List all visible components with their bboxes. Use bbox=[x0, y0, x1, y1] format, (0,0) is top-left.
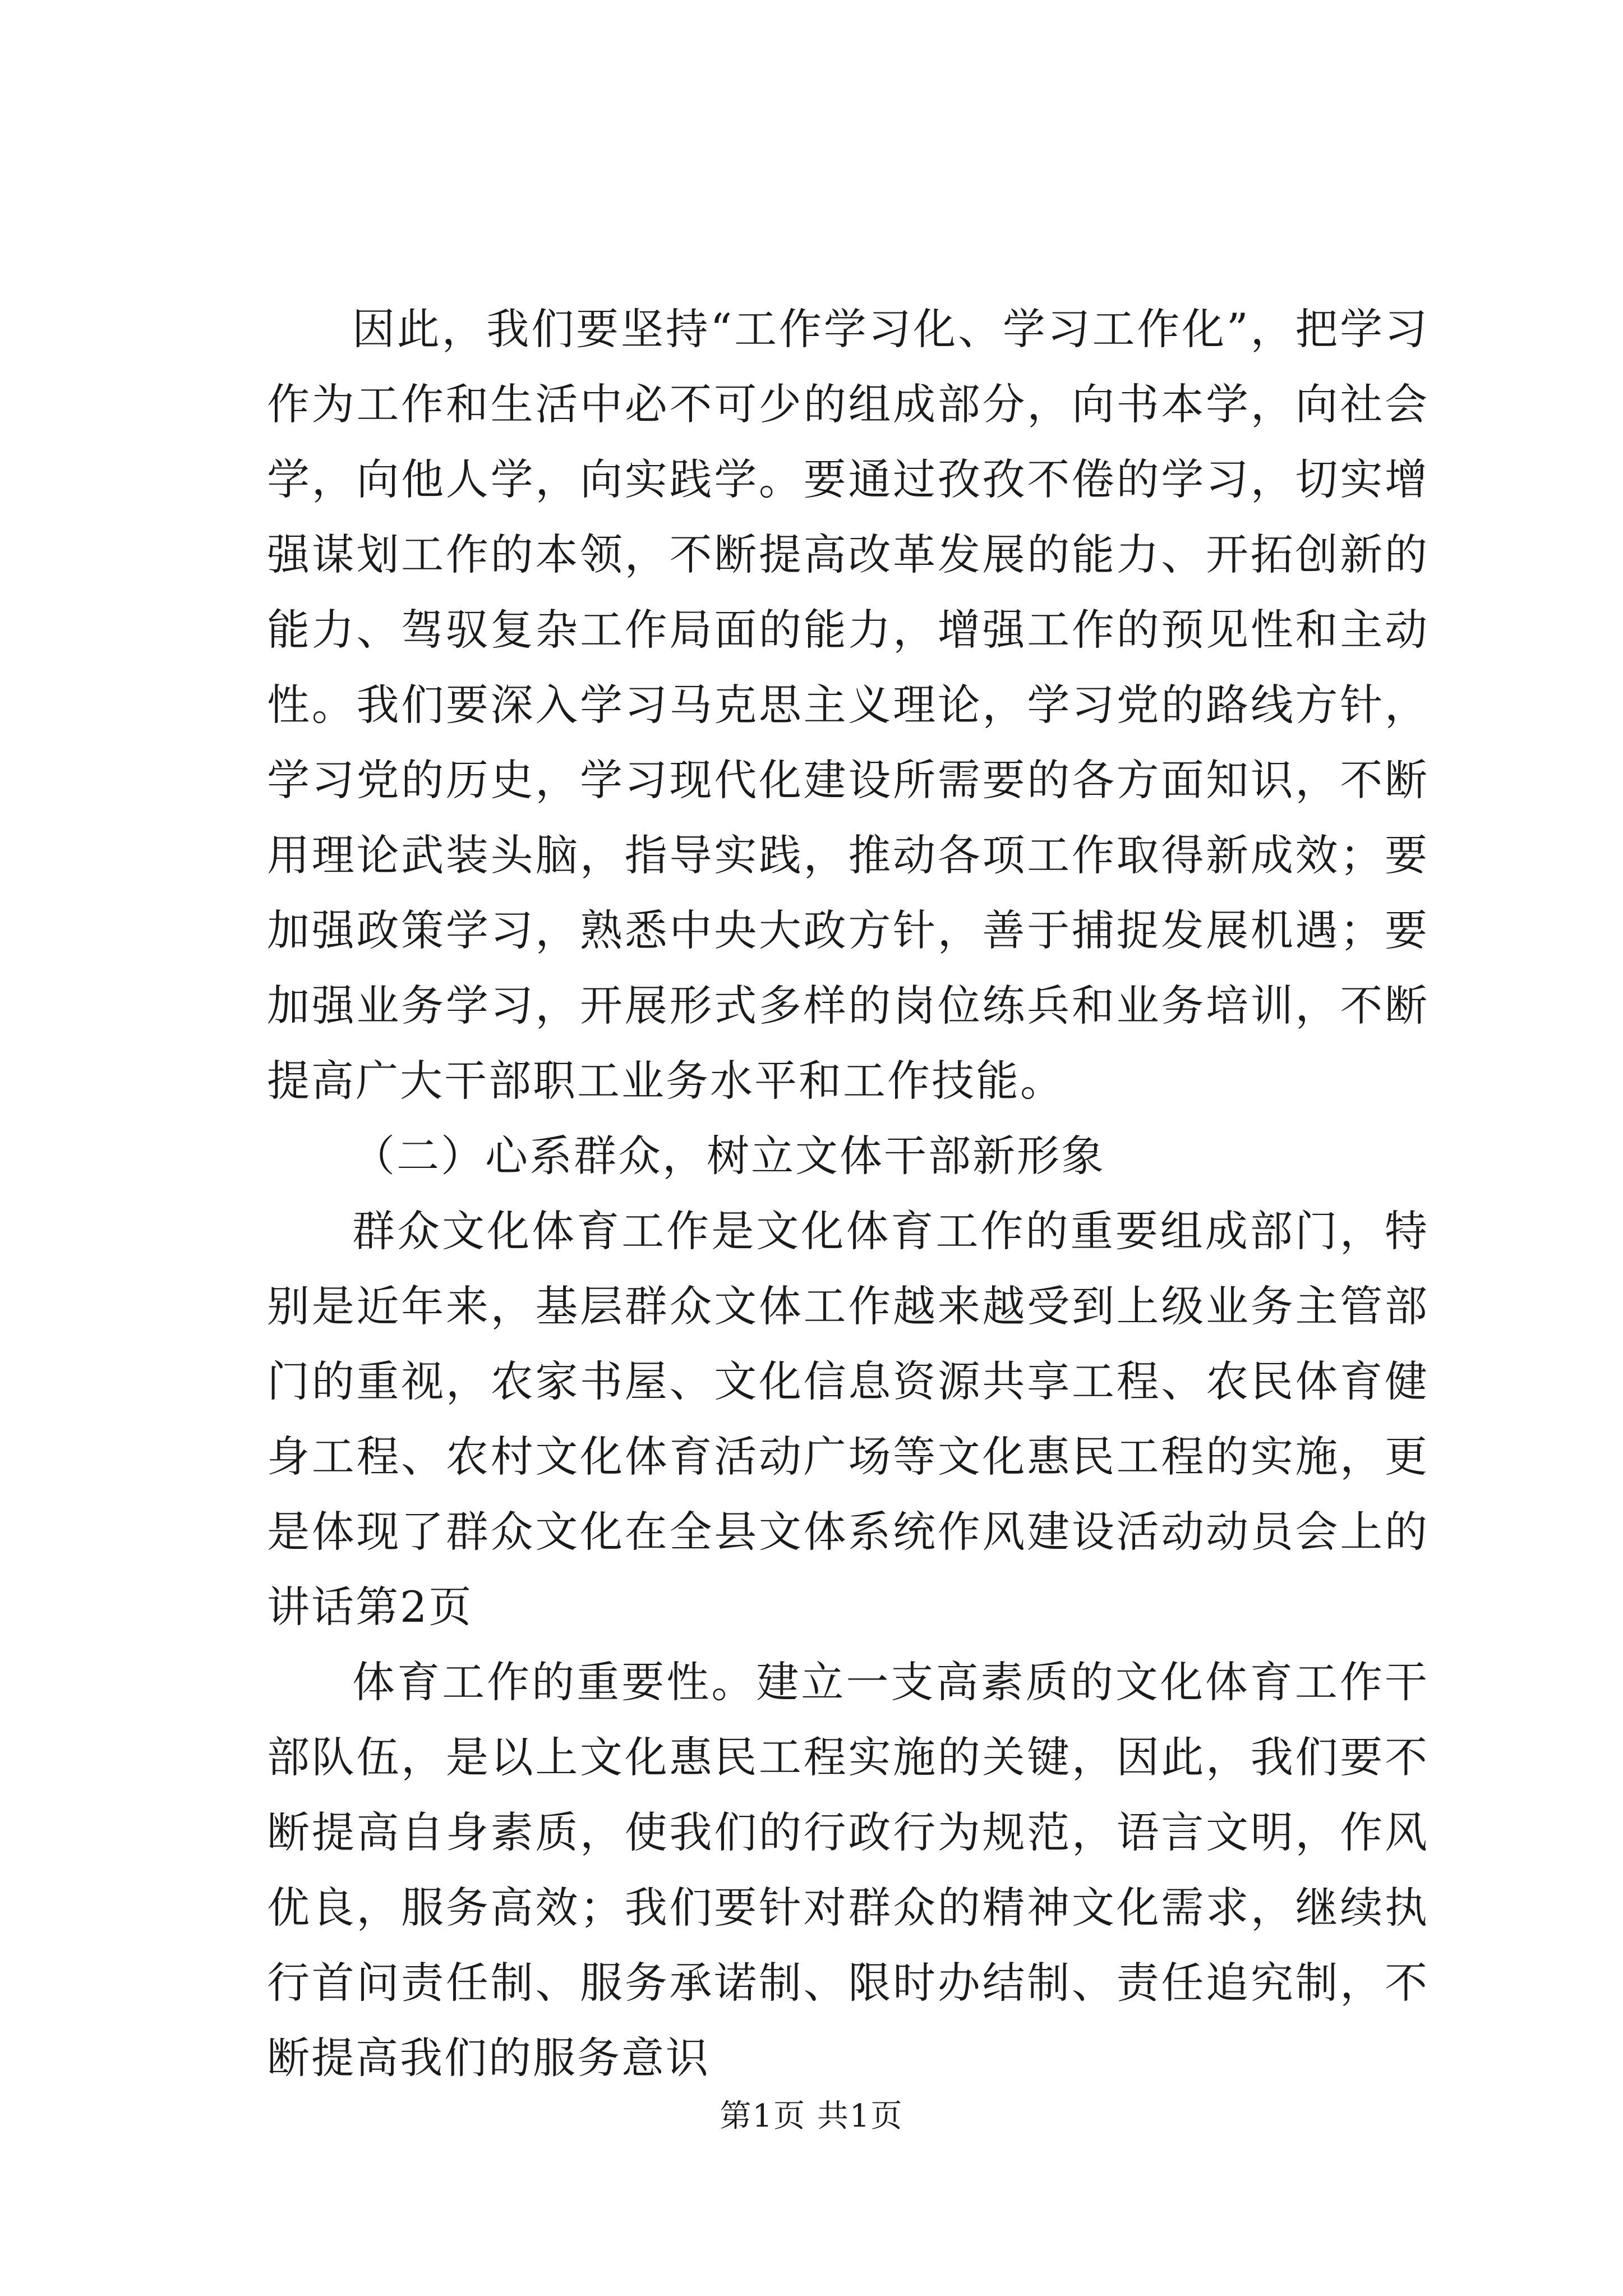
paragraph-sports-work: 体育工作的重要性。建立一支高素质的文化体育工作干部队伍，是以上文化惠民工程实施的关键，因此，我们要不断提高自身素质，使我们的行政行为规范，语言文明，作风优良，服务高效；我们要针对群众的精神文化需求，继续执行首问责任制、服务承诺制、限时办结制、责任追究制，不断提高我们的服务意识 bbox=[267, 1657, 1429, 2083]
section-heading: （二）心系群众，树立文体干部新形象 bbox=[352, 1131, 1105, 1181]
page-footer: 第1页 共1页 bbox=[720, 2098, 903, 2134]
paragraph-mass-culture: 群众文化体育工作是文化体育工作的重要组成部门，特别是近年来，基层群众文体工作越来越受到上级业务主管部门的重视，农家书屋、文化信息资源共享工程、农民体育健身工程、农村文化体育活动广场等文化惠民工程的实施，更是体现了群众文化在全县文体系统作风建设活动动员会上的讲话第2页 bbox=[267, 1206, 1429, 1632]
document-body bbox=[267, 292, 1429, 2096]
paragraph-study: 因此，我们要坚持“工作学习化、学习工作化”，把学习作为工作和生活中必不可少的组成部分，向书本学，向社会学，向他人学，向实践学。要通过孜孜不倦的学习，切实增强谋划工作的本领，不断提高改革发展的能力、开拓创新的能力、驾驭复杂工作局面的能力，增强工作的预见性和主动性。我们要深入学习马克思主义理论，学习党的路线方针，学习党的历史，学习现代化建设所需要的各方面知识，不断用理论武装头脑，指导实践，推动各项工作取得新成效；要加强政策学习，熟悉中央大政方针，善于捕捉发展机遇；要加强业务学习，开展形式多样的岗位练兵和业务培训，不断提高广大干部职工业务水平和工作技能。 bbox=[267, 304, 1429, 1106]
